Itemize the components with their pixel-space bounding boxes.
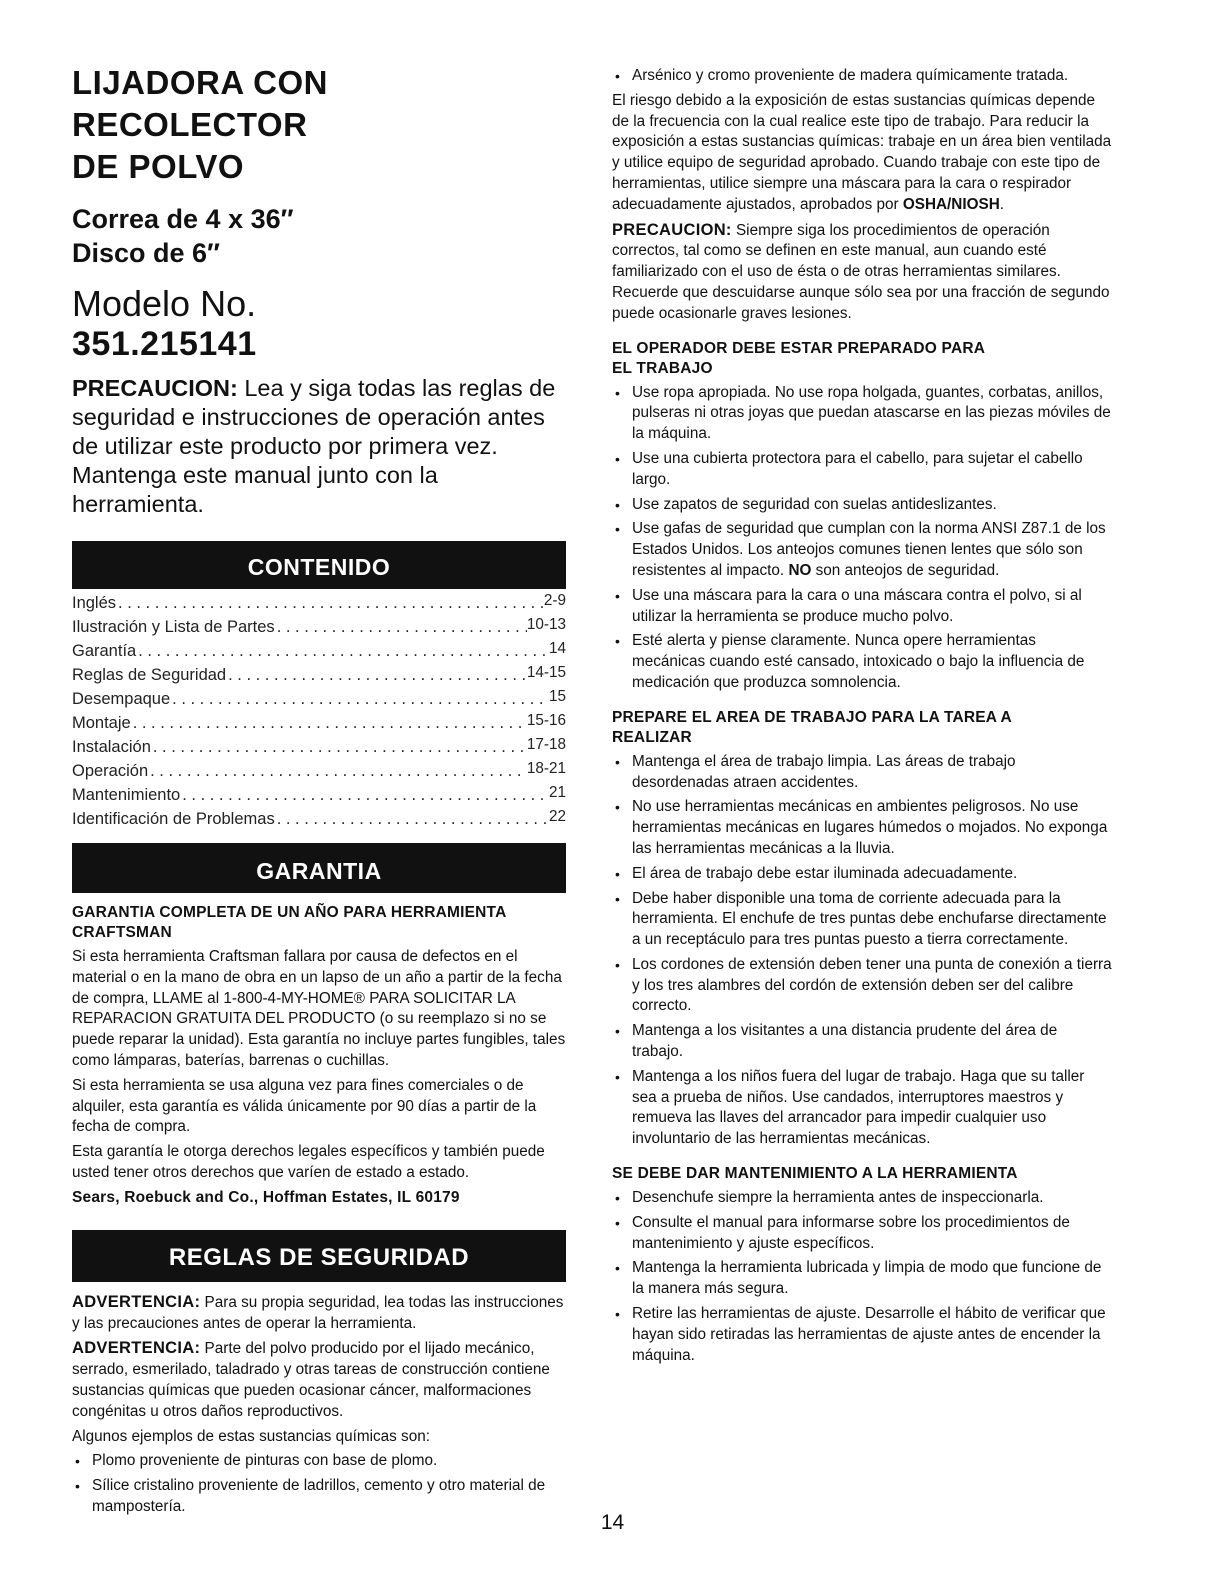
warning-1-lead: ADVERTENCIA: <box>72 1292 201 1311</box>
list-item: • Use zapatos de seguridad con suelas antideslizantes. <box>612 495 1112 516</box>
toc-title: Identificación de Problemas <box>72 810 275 828</box>
toc-pages: 14 <box>548 640 566 657</box>
toc-pages: 18-21 <box>526 760 566 777</box>
list-item: • Plomo proveniente de pinturas con base de plomo. <box>72 1451 566 1472</box>
list-item: • Desenchufe siempre la herramienta antes de inspeccionarla. <box>612 1188 1112 1209</box>
operator-heading-line-1: EL OPERADOR DEBE ESTAR PREPARADO PARA <box>612 339 986 357</box>
toc-title: Garantía <box>72 642 137 660</box>
intro-caution-text: Lea y siga todas las reglas de seguridad e instrucciones de operación antes de utilizar este producto por primera vez. Mantenga este manual junto con la herramienta. <box>72 375 556 517</box>
intro-caution-lead: PRECAUCION: <box>72 375 238 401</box>
toc-pages: 14-15 <box>526 664 566 681</box>
toc-row <box>72 711 566 735</box>
list-item: • No use herramientas mecánicas en ambientes peligrosos. No use herramientas mecánicas en lugares húmedos o mojados. No exponga las herramientas mecánicas a la lluvia. <box>612 797 1112 859</box>
examples-list <box>72 1451 566 1517</box>
toc-title: Instalación <box>72 738 151 756</box>
list-item: • Arsénico y cromo proveniente de madera químicamente tratada. <box>612 66 1112 87</box>
toc-row <box>72 639 566 663</box>
toc-pages: 15 <box>548 688 566 705</box>
document-title <box>72 62 566 188</box>
warranty-banner: GARANTIA <box>72 843 566 893</box>
examples-list-continued <box>612 66 1112 87</box>
toc-pages: 15-16 <box>526 712 566 729</box>
warranty-paragraph: Si esta herramienta se usa alguna vez para fines comerciales o de alquiler, esta garantía es válida únicamente por 90 días a partir de la fecha de compra. <box>72 1076 537 1136</box>
goggles-text: Use gafas de seguridad que cumplan con la norma ANSI Z87.1 de los Estados Unidos. Los anteojos comunes tienen lentes que sólo son resistentes al impacto. <box>632 520 1106 579</box>
list-item: • Use una máscara para la cara o una máscara contra el polvo, si al utilizar la herramienta se produce mucho polvo. <box>612 586 1112 628</box>
list-item: • Mantenga el área de trabajo limpia. Las áreas de trabajo desordenadas atraen accidentes. <box>612 752 1112 794</box>
left-column <box>72 62 566 1522</box>
subtitle-line-2: Disco de 6″ <box>72 238 220 268</box>
risk-text-end: . <box>999 195 1004 213</box>
model-label: Modelo No. <box>72 283 257 324</box>
warning-2-text: Parte del polvo producido por el lijado mecánico, serrado, esmerilado, taladrado y otras tareas de construcción contiene sustancias químicas que pueden ocasionar cáncer, malformaciones congénitas u otros daños reproductivos. <box>72 1340 550 1420</box>
risk-text-bold: OSHA/NIOSH <box>902 195 1000 213</box>
toc-title: Montaje <box>72 714 131 732</box>
examples-intro: Algunos ejemplos de estas sustancias químicas son: <box>72 1427 430 1445</box>
risk-paragraph <box>612 91 1112 216</box>
list-item: • Mantenga a los visitantes a una distancia prudente del área de trabajo. <box>612 1021 1112 1063</box>
list-item: • Use ropa apropiada. No use ropa holgada, guantes, corbatas, anillos, pulseras ni otras joyas que puedan atascarse en las piezas móviles de la máquina. <box>612 383 1112 445</box>
title-line-2: DE POLVO <box>72 148 245 185</box>
warning-1 <box>72 1292 566 1335</box>
list-item: • El área de trabajo debe estar iluminada adecuadamente. <box>612 864 1112 885</box>
workarea-heading <box>612 708 1112 748</box>
table-of-contents <box>72 591 566 831</box>
list-item: • Use una cubierta protectora para el cabello, para sujetar el cabello largo. <box>612 449 1112 491</box>
list-item: • Mantenga la herramienta lubricada y limpia de modo que funcione de la manera más segura. <box>612 1258 1112 1300</box>
safety-banner: REGLAS DE SEGURIDAD <box>72 1230 566 1282</box>
toc-pages: 21 <box>548 784 566 801</box>
title-line-1: LIJADORA CON RECOLECTOR <box>72 64 328 143</box>
list-item: • Sílice cristalino proveniente de ladrillos, cemento y otro material de mampostería. <box>72 1476 566 1518</box>
warning-2 <box>72 1338 566 1422</box>
warranty-paragraph: Esta garantía le otorga derechos legales específicos y también puede usted tener otros derechos que varíen de estado a estado. <box>72 1143 545 1181</box>
toc-pages: 22 <box>548 808 566 825</box>
toc-row <box>72 759 566 783</box>
right-column <box>612 66 1112 1370</box>
intro-caution <box>72 374 566 519</box>
page-number: 14 <box>600 1511 625 1534</box>
workarea-heading-line-1: PREPARE EL AREA DE TRABAJO PARA LA TAREA A <box>612 708 1012 726</box>
warranty-paragraph: Si esta herramienta Craftsman fallara por causa de defectos en el material o en la mano de obra en un lapso de un año a partir de la fecha de compra, LLAME al 1-800-4-MY-HOME® PARA SOLICITAR LA REPARACION GRATUITA DEL PRODUCTO (o su reemplazo si no se puede reparar la unidad). Esta garantía no incluye partes fungibles, tales como lámparas, baterías, barrenas o cuchillas. <box>72 948 566 1069</box>
caution-lead: PRECAUCION: <box>612 220 732 239</box>
toc-row <box>72 735 566 759</box>
list-item: • Debe haber disponible una toma de corriente adecuada para la herramienta. El enchufe de tres puntas debe enchufarse directamente a un receptáculo para tres puntas puesto a tierra correctamente. <box>612 889 1112 951</box>
operator-list <box>612 383 1112 694</box>
list-item: • Retire las herramientas de ajuste. Desarrolle el hábito de verificar que hayan sido retiradas las herramientas de ajuste antes de encender la máquina. <box>612 1304 1112 1366</box>
risk-text: El riesgo debido a la exposición de estas sustancias químicas depende de la frecuencia con la cual realice este tipo de trabajo. Para reducir la exposición a estas sustancias químicas: trabaje en un área bien ventilada y utilice equipo de seguridad aprobado. Cuando trabaje con este tipo de herramientas, utilice siempre una máscara para la cara o respirador adecuadamente ajustados, aprobados por <box>612 91 1112 213</box>
toc-title: Inglés <box>72 594 117 612</box>
list-item: • Consulte el manual para informarse sobre los procedimientos de mantenimiento y ajuste específicos. <box>612 1213 1112 1255</box>
warranty-subheading: GARANTIA COMPLETA DE UN AÑO PARA HERRAMIENTA CRAFTSMAN <box>72 904 506 941</box>
toc-row <box>72 615 566 639</box>
contents-banner: CONTENIDO <box>72 541 566 589</box>
toc-row <box>72 591 566 615</box>
toc-pages: 10-13 <box>526 616 566 633</box>
warranty-address: Sears, Roebuck and Co., Hoffman Estates, IL 60179 <box>72 1188 460 1206</box>
caution-paragraph <box>612 220 1112 325</box>
operator-heading-line-2: EL TRABAJO <box>612 359 713 377</box>
document-subtitle <box>72 202 566 270</box>
model-number: 351.215141 <box>72 325 257 363</box>
warning-1-text: Para su propia seguridad, lea todas las instrucciones y las precauciones antes de operar la herramienta. <box>72 1293 564 1332</box>
toc-title: Mantenimiento <box>72 786 181 804</box>
toc-pages: 17-18 <box>526 736 566 753</box>
toc-row <box>72 663 566 687</box>
warning-2-lead: ADVERTENCIA: <box>72 1339 201 1358</box>
toc-row <box>72 687 566 711</box>
list-item: • Los cordones de extensión deben tener una punta de conexión a tierra y los tres alambres del cordón de extensión deben ser del calibre correcto. <box>612 955 1112 1017</box>
goggles-text-end: son anteojos de seguridad. <box>811 561 1000 579</box>
toc-pages: 2-9 <box>543 592 566 609</box>
toc-title: Ilustración y Lista de Partes <box>72 618 275 636</box>
toc-title: Operación <box>72 762 149 780</box>
operator-heading <box>612 339 1112 379</box>
maintenance-heading: SE DEBE DAR MANTENIMIENTO A LA HERRAMIENTA <box>612 1165 1018 1183</box>
maintenance-list <box>612 1188 1112 1366</box>
toc-title: Reglas de Seguridad <box>72 666 227 684</box>
goggles-bold: NO <box>788 561 812 579</box>
subtitle-line-1: Correa de 4 x 36″ <box>72 204 294 234</box>
list-item <box>612 519 1112 581</box>
toc-title: Desempaque <box>72 690 171 708</box>
toc-row <box>72 783 566 807</box>
caution-text: Siempre siga los procedimientos de operación correctos, tal como se definen en este manual, aun cuando esté familiarizado con el uso de ésta o de otras herramientas similares. Recuerde que descuidarse aunque sólo sea por una fracción de segundo puede ocasionarle graves lesiones. <box>612 221 1110 322</box>
workarea-list <box>612 752 1112 1150</box>
list-item: • Mantenga a los niños fuera del lugar de trabajo. Haga que su taller sea a prueba de niños. Use candados, interruptores maestros y remueva las llaves del arrancador para impedir cualquier uso involuntario de las herramientas mecánicas. <box>612 1067 1112 1150</box>
list-item: • Esté alerta y piense claramente. Nunca opere herramientas mecánicas cuando esté cansado, intoxicado o bajo la influencia de medicación que produzca somnolencia. <box>612 631 1112 693</box>
workarea-heading-line-2: REALIZAR <box>612 728 692 746</box>
toc-row <box>72 807 566 831</box>
